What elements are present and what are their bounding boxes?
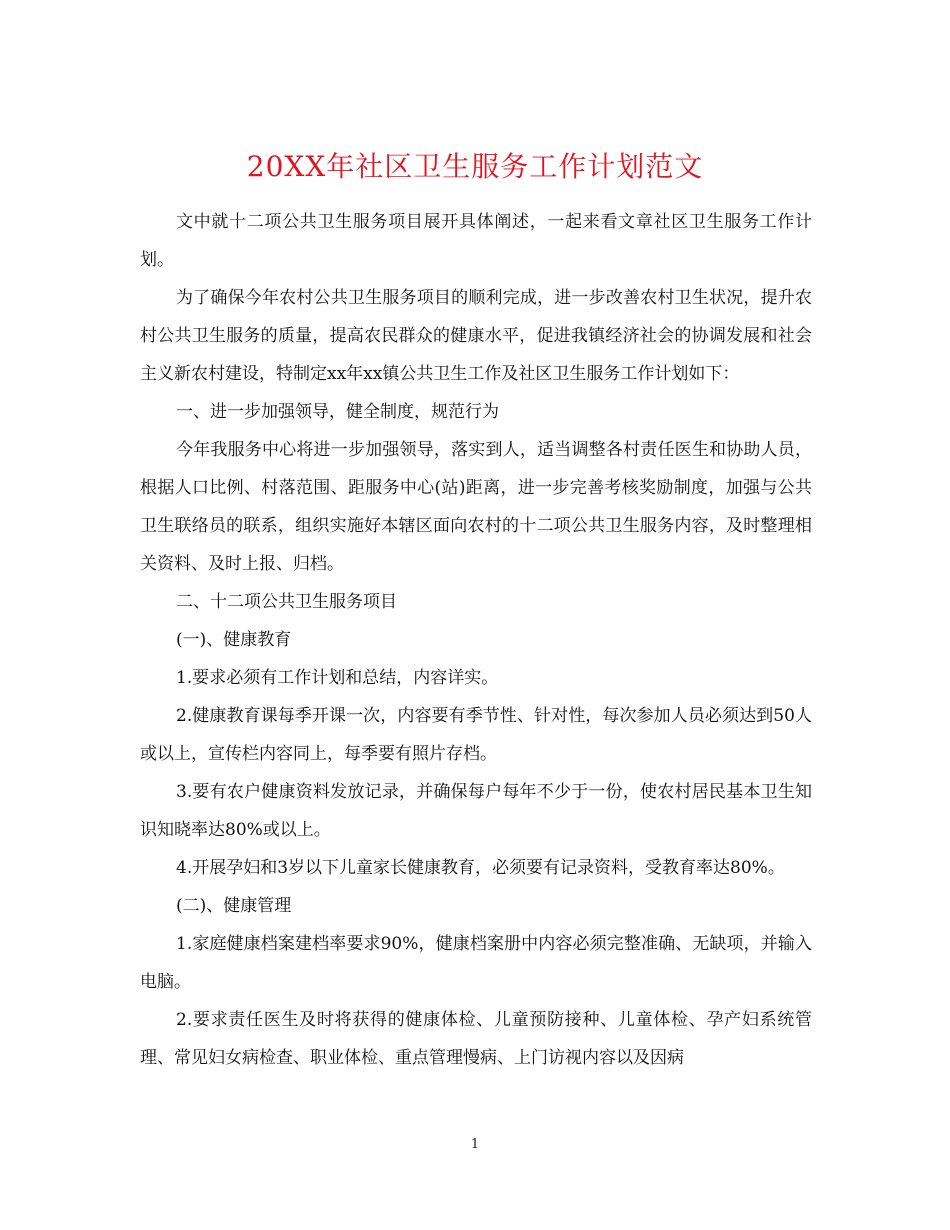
subsection-heading-health-education: (一)、健康教育 — [176, 630, 292, 650]
list-item: 2.要求责任医生及时将获得的健康体检、儿童预防接种、儿童体检、孕产妇系统管理、常见妇女病检查、职业体检、重点管理慢病、上门访视内容以及因病 — [140, 1010, 812, 1068]
document-title: 20XX年社区卫生服务工作计划范文 — [246, 149, 704, 183]
section-heading-2: 二、十二项公共卫生服务项目 — [176, 592, 397, 612]
list-item: 2.健康教育课每季开课一次，内容要有季节性、针对性，每次参加人员必须达到50人或以上，宣传栏内容同上，每季要有照片存档。 — [140, 706, 812, 764]
page-number: 1 — [470, 1137, 480, 1152]
list-item: 3.要有农户健康资料发放记录，并确保每户每年不少于一份，使农村居民基本卫生知识知晓率达80%或以上。 — [140, 782, 812, 840]
section-heading-1: 一、进一步加强领导，健全制度，规范行为 — [176, 402, 499, 422]
paragraph-leadership: 今年我服务中心将进一步加强领导，落实到人，适当调整各村责任医生和协助人员，根据人口比例、村落范围、距服务中心(站)距离，进一步完善考核奖励制度，加强与公共卫生联络员的联系，组织实施好本辖区面向农村的十二项公共卫生服务内容，及时整理相关资料、及时上报、归档。 — [140, 440, 812, 574]
subsection-heading-health-management: (二)、健康管理 — [176, 896, 292, 916]
list-item: 1.家庭健康档案建档率要求90%，健康档案册中内容必须完整准确、无缺项，并输入电脑。 — [140, 934, 812, 992]
paragraph-intro: 文中就十二项公共卫生服务项目展开具体阐述，一起来看文章社区卫生服务工作计划。 — [140, 212, 812, 270]
list-item: 1.要求必须有工作计划和总结，内容详实。 — [176, 668, 499, 688]
paragraph-purpose: 为了确保今年农村公共卫生服务项目的顺利完成，进一步改善农村卫生状况，提升农村公共卫生服务的质量，提高农民群众的健康水平，促进我镇经济社会的协调发展和社会主义新农村建设，特制定xx年xx镇公共卫生工作及社区卫生服务工作计划如下： — [140, 288, 812, 384]
document-body — [140, 203, 812, 1077]
list-item: 4.开展孕妇和3岁以下儿童家长健康教育，必须要有记录资料，受教育率达80%。 — [176, 858, 785, 878]
